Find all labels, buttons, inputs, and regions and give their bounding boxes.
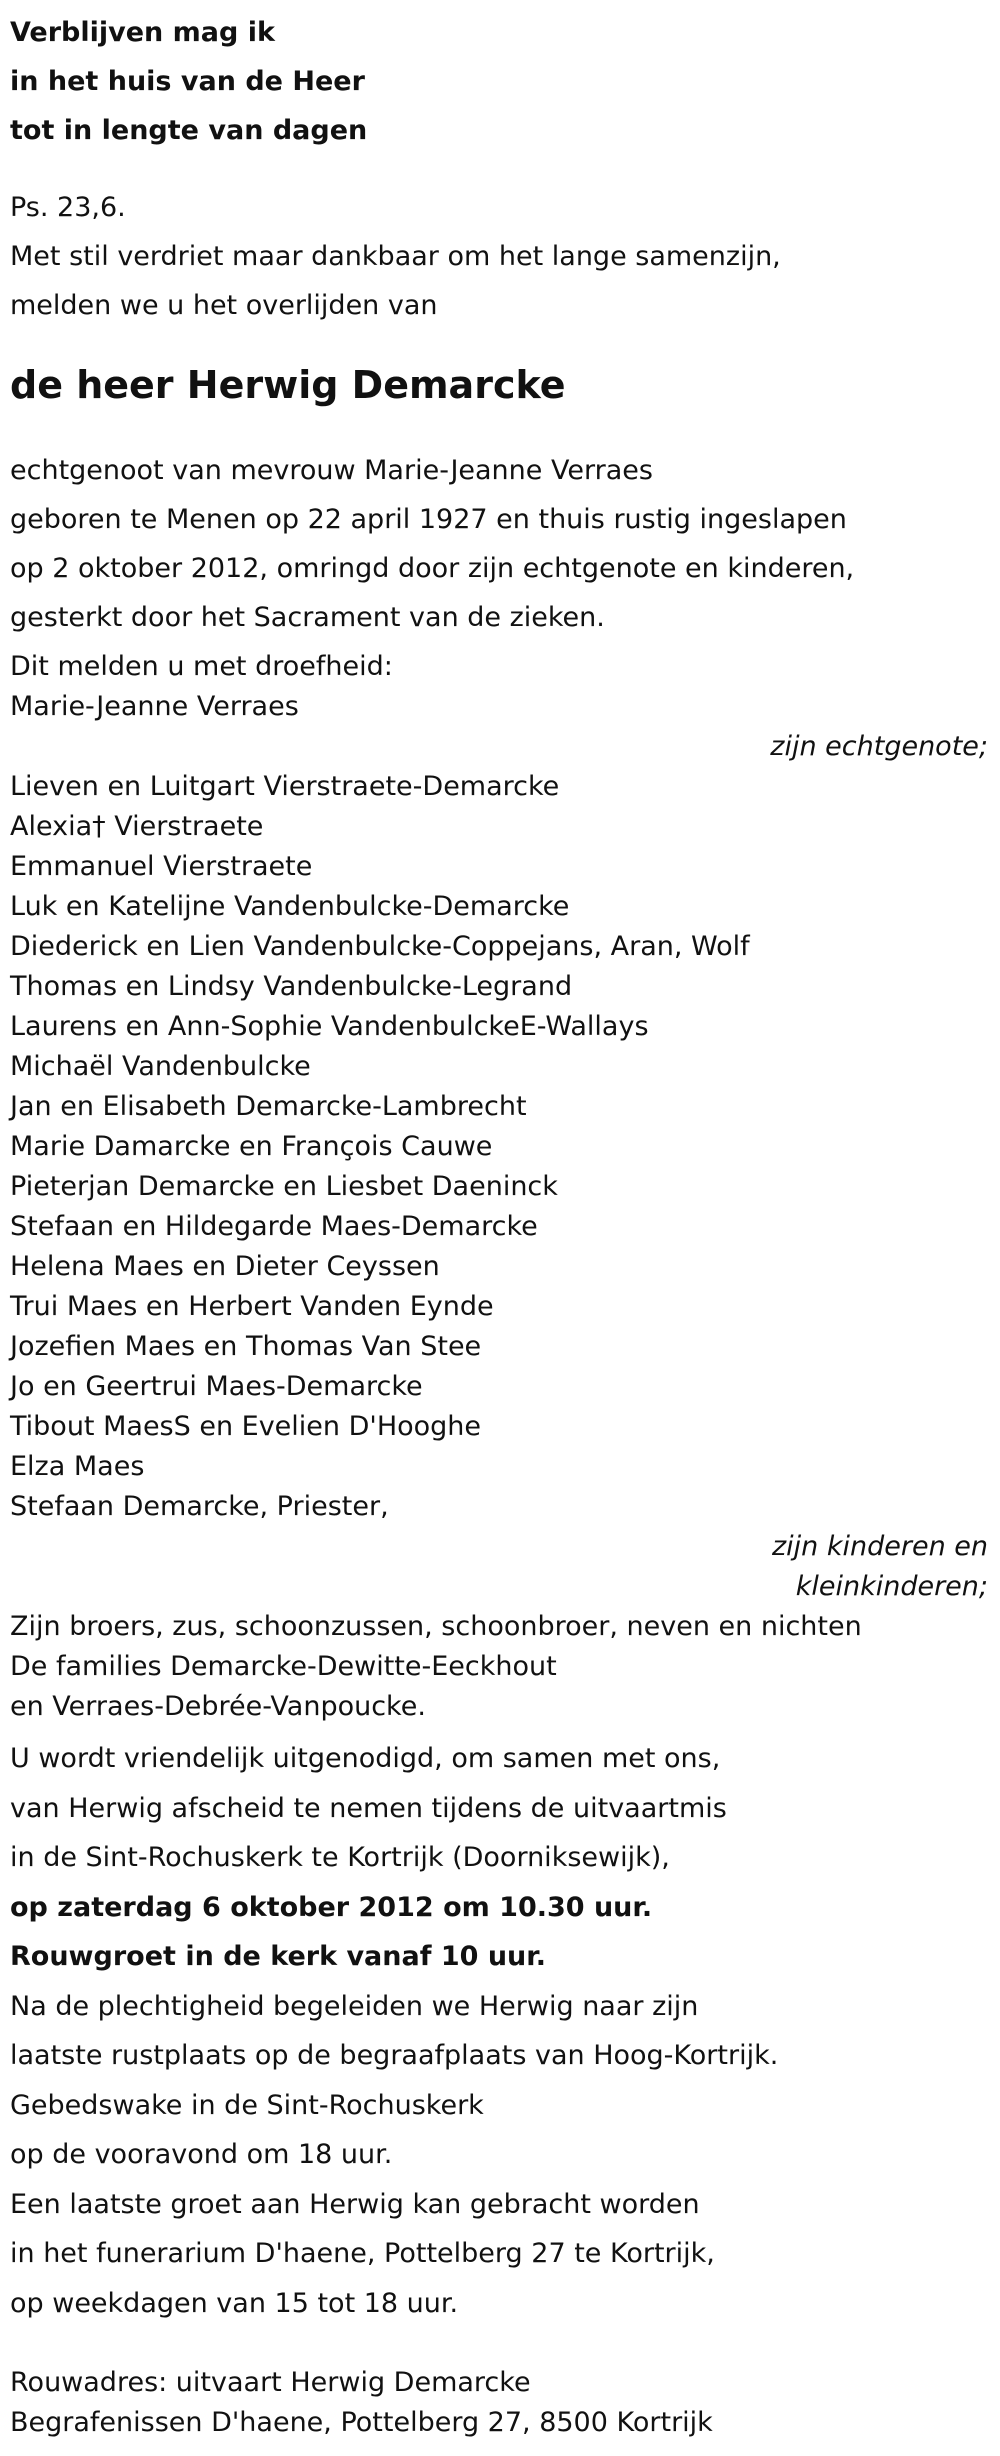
intro-text [10, 183, 781, 330]
family-member: Tibout MaesS en Evelien D'Hooghe [10, 1411, 482, 1442]
detail-line: op de vooravond om 18 uur. [10, 2139, 393, 2170]
family-header: Dit melden u met droefheid: [10, 651, 393, 682]
spouse-name: Marie-Jeanne Verraes [10, 691, 299, 722]
opening-verse [10, 8, 367, 155]
grandchildren-role: kleinkinderen; [795, 1571, 988, 1602]
funeral-details [10, 1734, 778, 2328]
bio-line: echtgenoot van mevrouw Marie-Jeanne Verraes [10, 455, 653, 486]
detail-line: Een laatste groet aan Herwig kan gebracht worden [10, 2188, 700, 2220]
family-member: Stefaan Demarcke, Priester, [10, 1491, 389, 1522]
condolence-time: Rouwgroet in de kerk vanaf 10 uur. [10, 1941, 546, 1972]
family-member: Lieven en Luitgart Vierstraete-Demarcke [10, 771, 560, 802]
spouse-role: zijn echtgenote; [770, 731, 988, 762]
family-member: Helena Maes en Dieter Ceyssen [10, 1251, 440, 1282]
children-role: zijn kinderen en [772, 1531, 988, 1562]
deceased-name: de heer Herwig Demarcke [10, 363, 566, 407]
invite-line: in de Sint-Rochuskerk te Kortrijk (Doorniksewijk), [10, 1842, 670, 1873]
invite-line: U wordt vriendelijk uitgenodigd, om samen met ons, [10, 1743, 721, 1774]
bio-line: gesterkt door het Sacrament van de zieken. [10, 602, 605, 633]
family-member: Jan en Elisabeth Demarcke-Lambrecht [10, 1091, 527, 1122]
detail-line: Gebedswake in de Sint-Rochuskerk [10, 2089, 484, 2121]
family-member: Luk en Katelijne Vandenbulcke-Demarcke [10, 891, 570, 922]
detail-line: op weekdagen van 15 tot 18 uur. [10, 2287, 459, 2319]
mourning-address [10, 2363, 713, 2443]
relatives-line: De families Demarcke-Dewitte-Eeckhout [10, 1651, 557, 1682]
family-member: Michaël Vandenbulcke [10, 1051, 311, 1082]
family-member: Stefaan en Hildegarde Maes-Demarcke [10, 1211, 538, 1242]
family-member: Pieterjan Demarcke en Liesbet Daeninck [10, 1171, 558, 1202]
intro-line: Met stil verdriet maar dankbaar om het lange samenzijn, [10, 241, 781, 272]
address-line: Rouwadres: uitvaart Herwig Demarcke [10, 2367, 531, 2398]
psalm-reference: Ps. 23,6. [10, 192, 126, 223]
verse-line: in het huis van de Heer [10, 66, 365, 97]
verse-line: tot in lengte van dagen [10, 115, 368, 146]
biography [10, 446, 854, 642]
family-member: Thomas en Lindsy Vandenbulcke-Legrand [10, 971, 573, 1002]
family-member: Trui Maes en Herbert Vanden Eynde [10, 1291, 494, 1322]
family-member: Elza Maes [10, 1451, 145, 1482]
address-line: Begrafenissen D'haene, Pottelberg 27, 8500 Kortrijk [10, 2407, 713, 2438]
family-member: Alexia† Vierstraete [10, 811, 264, 842]
family-member: Jozefien Maes en Thomas Van Stee [10, 1331, 482, 1362]
invite-line: van Herwig afscheid te nemen tijdens de uitvaartmis [10, 1792, 727, 1824]
family-member: Laurens en Ann-Sophie VandenbulckeE-Wallays [10, 1011, 649, 1042]
bio-line: op 2 oktober 2012, omringd door zijn echtgenote en kinderen, [10, 553, 855, 584]
verse-line: Verblijven mag ik [10, 17, 275, 48]
funeral-date: op zaterdag 6 oktober 2012 om 10.30 uur. [10, 1891, 653, 1923]
intro-line: melden we u het overlijden van [10, 290, 438, 321]
detail-line: laatste rustplaats op de begraafplaats van Hoog-Kortrijk. [10, 2040, 779, 2071]
relatives-line: en Verraes-Debrée-Vanpoucke. [10, 1691, 426, 1722]
family-member: Emmanuel Vierstraete [10, 851, 313, 882]
bio-line: geboren te Menen op 22 april 1927 en thuis rustig ingeslapen [10, 504, 847, 535]
detail-line: Na de plechtigheid begeleiden we Herwig naar zijn [10, 1990, 699, 2022]
relatives-line: Zijn broers, zus, schoonzussen, schoonbroer, neven en nichten [10, 1611, 862, 1642]
family-member: Jo en Geertrui Maes-Demarcke [10, 1371, 423, 1402]
family-member: Diederick en Lien Vandenbulcke-Coppejans, Aran, Wolf [10, 931, 750, 962]
family-member: Marie Damarcke en François Cauwe [10, 1131, 493, 1162]
detail-line: in het funerarium D'haene, Pottelberg 27 te Kortrijk, [10, 2238, 715, 2269]
family-list [10, 647, 990, 1727]
